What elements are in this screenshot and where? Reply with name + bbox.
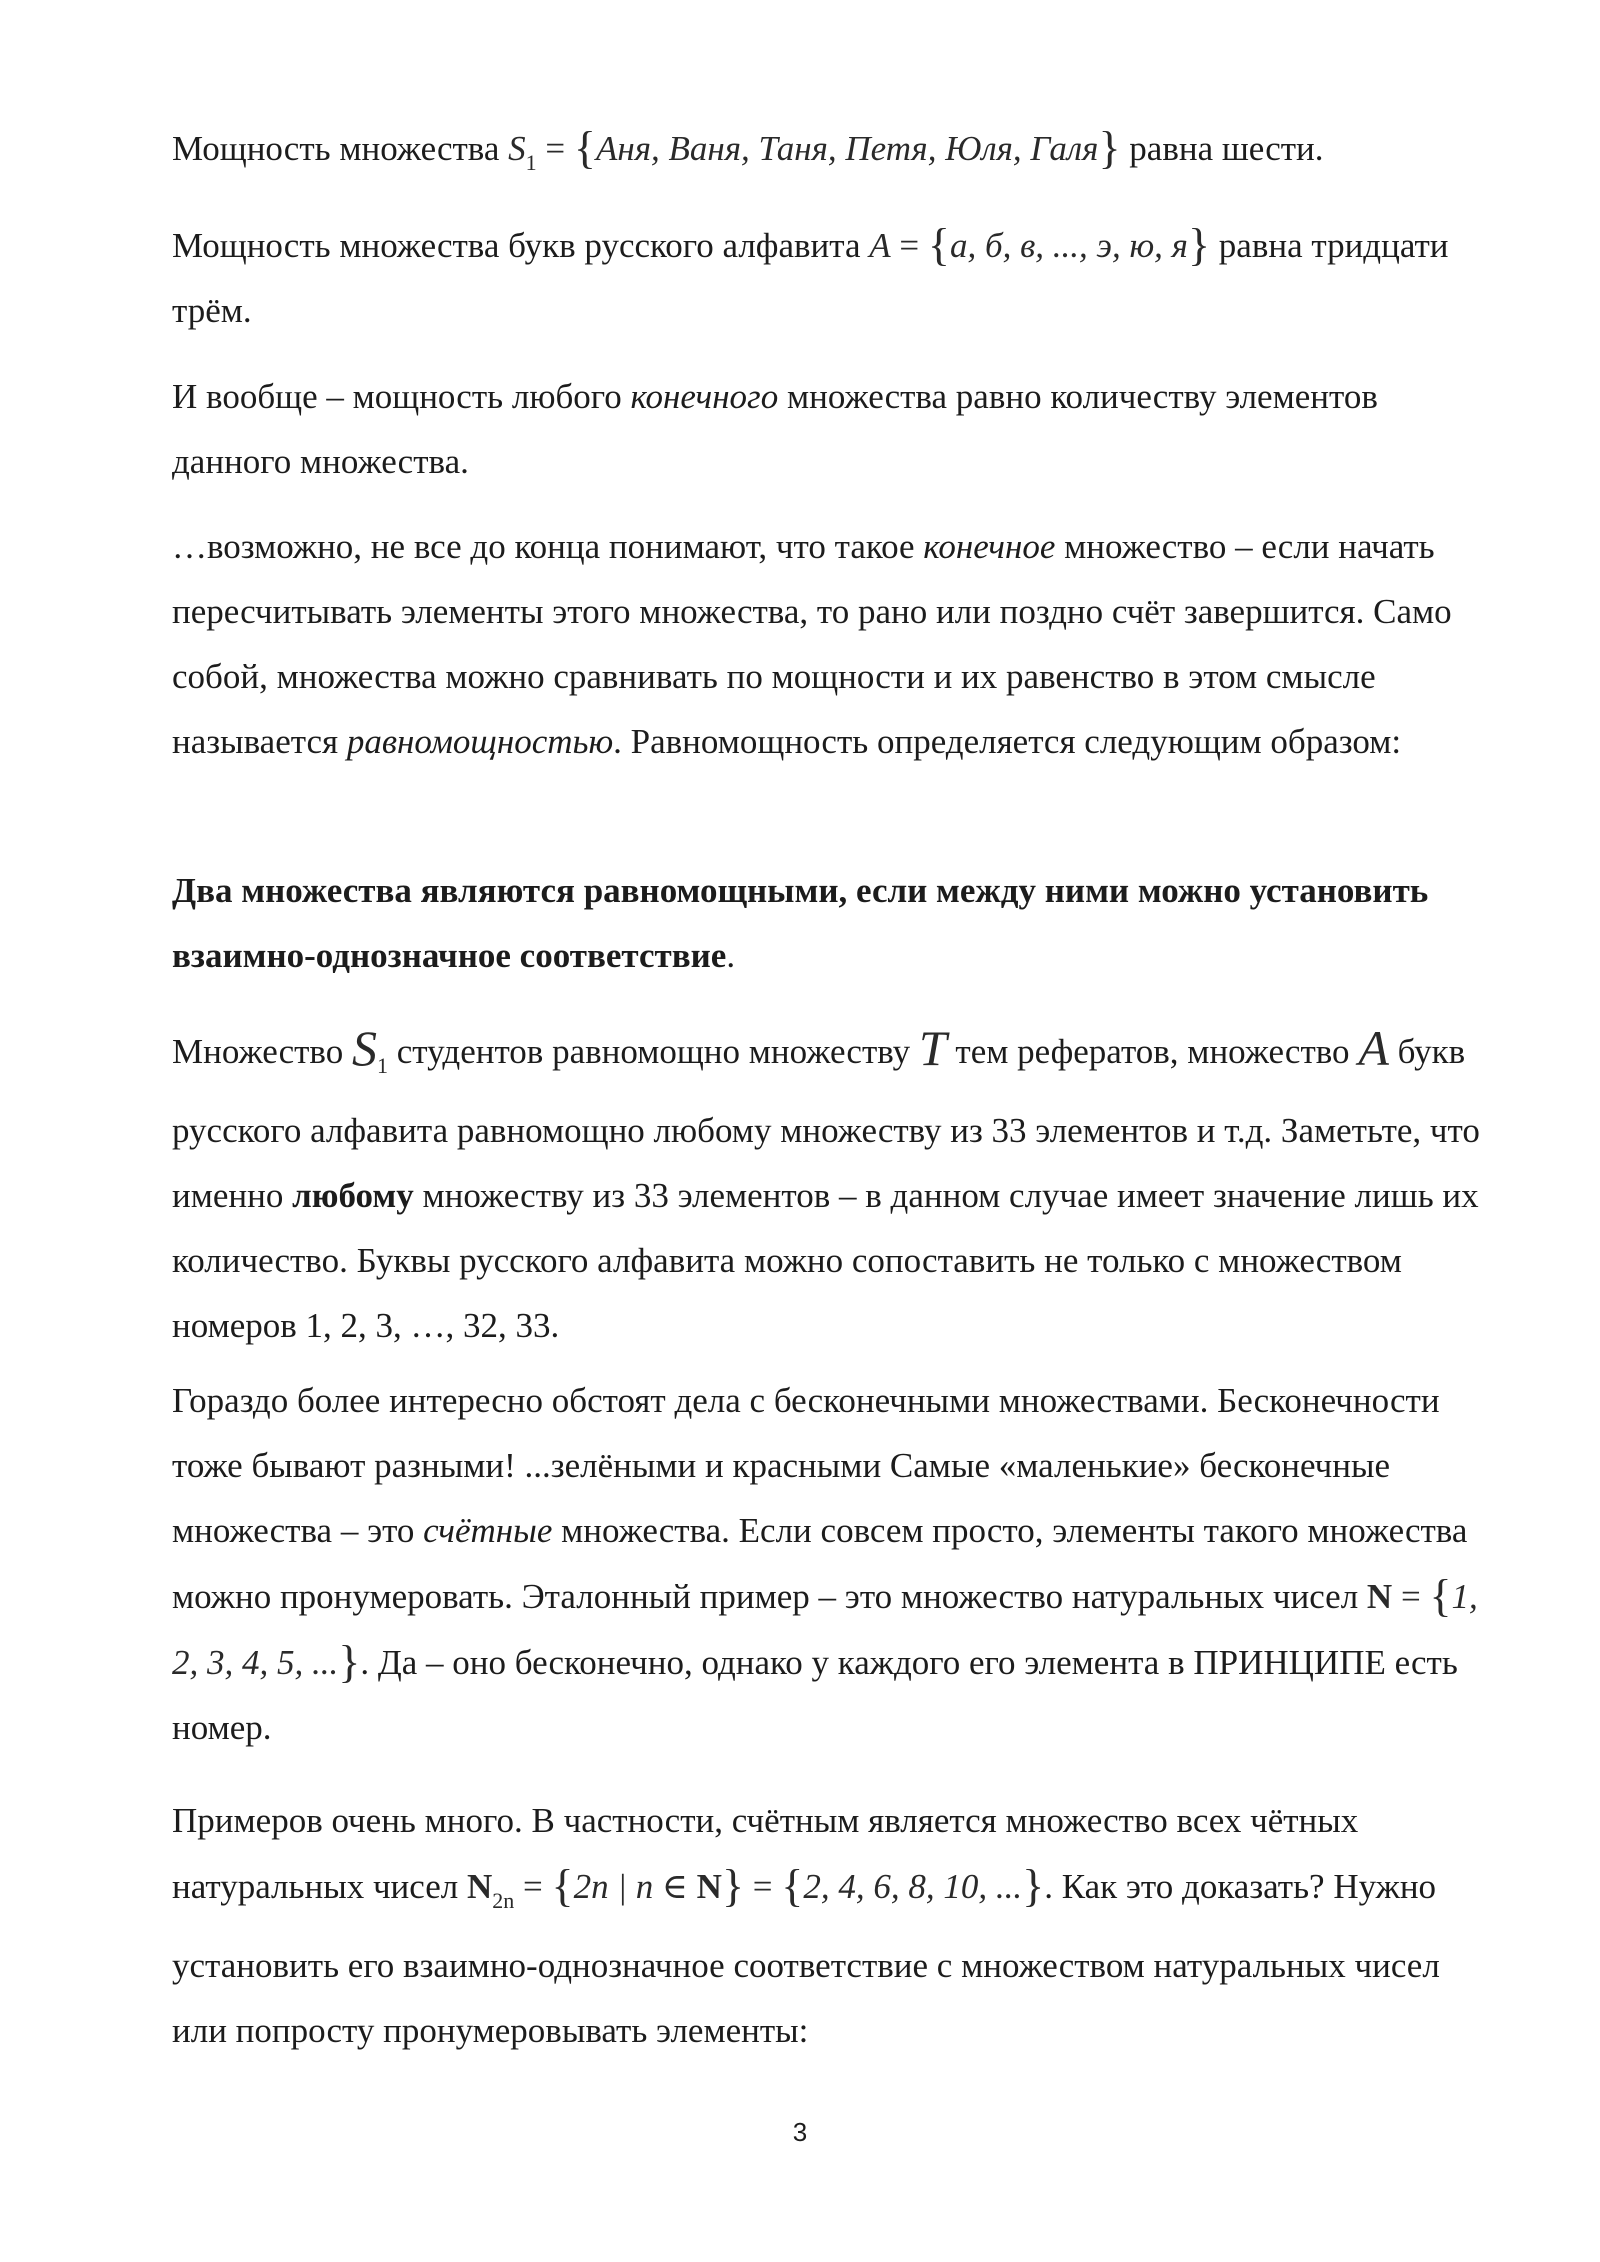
text: Мощность множества — [172, 129, 509, 168]
formula-a: A — [1358, 1020, 1389, 1076]
formula-t: T — [918, 1020, 947, 1076]
text: множество – если начать пересчитывать элементы этого множества, то рано или поздно счёт завершится. Само собой, множества можно сравнивать по мощности и их равенство в этом смысле называется — [172, 527, 1452, 761]
text: множеству из 33 элементов – в данном случае имеет значение лишь их количество. Буквы русского алфавита можно сопоставить не только с множеством номеров 1, 2, 3, …, 32, 33. — [172, 1176, 1479, 1345]
text: Множество — [172, 1032, 352, 1071]
text: И вообще – мощность любого — [172, 377, 631, 416]
set-subscript: 2n — [492, 1888, 515, 1913]
close-brace: } — [721, 1860, 745, 1911]
set-symbol: A — [869, 226, 891, 265]
text: равна шести. — [1120, 129, 1324, 168]
set-symbol: S — [508, 129, 526, 168]
italic-term: равномощностью — [346, 722, 614, 761]
text: студентов равномощно множеству — [387, 1032, 919, 1071]
text: множества равно количеству элементов данного множества. — [172, 377, 1378, 481]
text: . Да – оно бесконечно, однако у каждого его элемента в ПРИНЦИПЕ есть номер. — [172, 1643, 1458, 1747]
page-number: 3 — [792, 2117, 808, 2147]
set-symbol: S — [351, 1020, 377, 1076]
text: множества. Если совсем просто, элементы такого множества можно пронумеровать. Эталонный пример – это множество натуральных чисел — [172, 1511, 1468, 1616]
set-elements: 2, 4, 6, 8, 10, ... — [803, 1867, 1023, 1906]
set-symbol: N — [1366, 1577, 1393, 1616]
bold-term: любому — [292, 1176, 414, 1215]
set-subscript: 1 — [376, 1053, 388, 1078]
close-brace: } — [338, 1636, 361, 1687]
paragraph-definition — [172, 858, 1492, 988]
paragraph-examples-equipotent — [172, 1016, 1492, 1358]
set-elements: Аня, Ваня, Таня, Петя, Юля, Галя — [596, 129, 1099, 168]
paragraph-finite-set — [172, 364, 1492, 494]
set-subscript: 1 — [525, 150, 537, 175]
text: Мощность множества букв русского алфавита — [172, 226, 870, 265]
definition-text: Два множества являются равномощными, если между ними можно установить взаимно-однозначное соответствие — [172, 871, 1429, 975]
text: . Равномощность определяется следующим образом: — [613, 722, 1402, 761]
equals-sign: = — [514, 1867, 552, 1906]
text: букв русского алфавита равномощно любому множеству из 33 элементов и т.д. Заметьте, что именно — [172, 1032, 1480, 1215]
set-elements: 1, 2, 3, 4, 5, ... — [172, 1577, 1478, 1682]
italic-term: счётные — [423, 1511, 553, 1550]
formula-s1 — [351, 1020, 388, 1078]
paragraph-alphabet-cardinality — [172, 212, 1492, 343]
formula-s1 — [508, 122, 1121, 175]
text: Гораздо более интересно обстоят дела с бесконечными множествами. Бесконечности тоже бывают разными! ...зелёными и красными Самые «маленькие» бесконечные множества – это — [172, 1381, 1440, 1550]
open-brace: { — [927, 219, 950, 270]
paragraph-even-numbers — [172, 1788, 1492, 2063]
open-brace: { — [573, 122, 597, 173]
italic-term: конечного — [630, 377, 779, 416]
set-elements: а, б, в, ..., э, ю, я — [950, 226, 1188, 265]
text: Примеров очень много. В частности, счётным является множество всех чётных натуральных чисел — [172, 1801, 1359, 1906]
text: равна тридцати трём. — [172, 226, 1449, 330]
italic-term: конечное — [923, 527, 1056, 566]
text: …возможно, не все до конца понимают, что такое — [172, 527, 924, 566]
open-brace: { — [781, 1860, 804, 1911]
set-builder-condition: 2n | n ∈ — [573, 1867, 697, 1906]
open-brace: { — [551, 1860, 574, 1911]
set-symbol: N — [696, 1867, 722, 1906]
text: . — [726, 936, 736, 975]
equals-sign: = — [890, 226, 928, 265]
equals-sign: = — [1392, 1577, 1430, 1616]
open-brace: { — [1429, 1570, 1452, 1621]
text: тем рефератов, множество — [946, 1032, 1359, 1071]
formula-alphabet — [869, 219, 1211, 270]
paragraph-equipotence-intro — [172, 514, 1492, 774]
equals-sign: = — [536, 129, 574, 168]
paragraph-countable-sets — [172, 1368, 1492, 1760]
text: . Как это доказать? Нужно установить его взаимно-однозначное соответствие с множеством натуральных чисел или попросту пронумеровывать элементы: — [172, 1867, 1440, 2050]
formula-even-numbers — [467, 1860, 1045, 1913]
close-brace: } — [1022, 1860, 1045, 1911]
close-brace: } — [1187, 219, 1211, 270]
set-symbol: N — [467, 1867, 493, 1906]
equals-sign: = — [744, 1867, 782, 1906]
paragraph-set-s1-cardinality — [172, 115, 1492, 195]
close-brace: } — [1098, 122, 1121, 173]
